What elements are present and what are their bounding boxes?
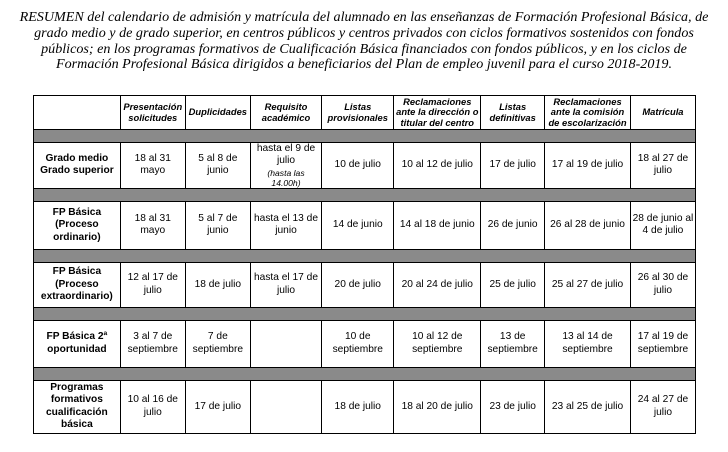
separator-row bbox=[34, 130, 696, 143]
table-cell: 23 al 25 de julio bbox=[545, 380, 631, 433]
header-cell-requisito: Requisito académico bbox=[250, 96, 321, 130]
table-cell: 18 de julio bbox=[322, 380, 394, 433]
table-cell: 10 de septiembre bbox=[322, 320, 394, 367]
table-cell bbox=[250, 380, 321, 433]
table-cell: 17 de julio bbox=[481, 143, 545, 189]
table-cell: 26 al 28 de junio bbox=[545, 201, 631, 249]
header-cell-reclamaciones-direccion: Reclamaciones ante la dirección o titular del centro bbox=[394, 96, 481, 130]
separator-row bbox=[34, 367, 696, 380]
admission-calendar-table bbox=[33, 95, 696, 434]
header-cell-listas-definitivas: Listas definitivas bbox=[481, 96, 545, 130]
header-cell-matricula: Matrícula bbox=[630, 96, 695, 130]
table-cell: 5 al 8 de junio bbox=[185, 143, 250, 189]
table-cell: 20 al 24 de julio bbox=[394, 262, 481, 307]
row-label: Grado medio Grado superior bbox=[34, 143, 121, 189]
separator-bar bbox=[34, 367, 696, 380]
table-cell: 26 de junio bbox=[481, 201, 545, 249]
table-row bbox=[34, 380, 696, 433]
separator-bar bbox=[34, 188, 696, 201]
table-cell: 3 al 7 de septiembre bbox=[120, 320, 185, 367]
table-cell: 5 al 7 de junio bbox=[185, 201, 250, 249]
table-row bbox=[34, 320, 696, 367]
table-cell: hasta el 13 de junio bbox=[250, 201, 321, 249]
separator-bar bbox=[34, 307, 696, 320]
table-cell: 13 de septiembre bbox=[481, 320, 545, 367]
separator-row bbox=[34, 188, 696, 201]
table-cell: 7 de septiembre bbox=[185, 320, 250, 367]
table-cell: 10 al 12 de julio bbox=[394, 143, 481, 189]
table-cell: 24 al 27 de julio bbox=[630, 380, 695, 433]
table-cell bbox=[250, 320, 321, 367]
table-cell: 18 al 31 mayo bbox=[120, 201, 185, 249]
separator-row bbox=[34, 307, 696, 320]
table-row bbox=[34, 143, 696, 189]
table-cell: 26 al 30 de julio bbox=[630, 262, 695, 307]
header-cell-listas-provisionales: Listas provisionales bbox=[322, 96, 394, 130]
table-cell: 18 al 20 de julio bbox=[394, 380, 481, 433]
separator-bar bbox=[34, 130, 696, 143]
table-cell: hasta el 17 de julio bbox=[250, 262, 321, 307]
row-label: FP Básica (Proceso ordinario) bbox=[34, 201, 121, 249]
table-cell-text: hasta el 9 de julio bbox=[256, 143, 316, 167]
table-row bbox=[34, 262, 696, 307]
table-cell: 18 de julio bbox=[185, 262, 250, 307]
header-cell-presentacion: Presentación solicitudes bbox=[120, 96, 185, 130]
table-cell: 12 al 17 de julio bbox=[120, 262, 185, 307]
table-cell: 10 al 16 de julio bbox=[120, 380, 185, 433]
row-label: FP Básica 2ª oportunidad bbox=[34, 320, 121, 367]
table-cell: 18 al 31 mayo bbox=[120, 143, 185, 189]
document-title: RESUMEN del calendario de admisión y matrícula del alumnado en las enseñanzas de Formación Profesional Básica, de grado medio y de grado superior, en centros públicos y centros privados con ciclos formativos sostenidos con fondos públicos; en los programas formativos de Cualificación Básica financiados con fondos públicos, y en los ciclos de Formación Profesional Básica dirigidos a beneficiarios del Plan de empleo juvenil para el curso 2018-2019. bbox=[19, 9, 709, 73]
row-label: Programas formativos cualificación básica bbox=[34, 380, 121, 433]
table-cell: 25 de julio bbox=[481, 262, 545, 307]
separator-bar bbox=[34, 249, 696, 262]
row-label: FP Básica (Proceso extraordinario) bbox=[34, 262, 121, 307]
table-cell: 10 al 12 de septiembre bbox=[394, 320, 481, 367]
table-cell: 28 de junio al 4 de julio bbox=[630, 201, 695, 249]
table-cell: 17 al 19 de julio bbox=[545, 143, 631, 189]
time-note: (hasta las 14.00h) bbox=[267, 167, 305, 188]
table-cell: 20 de julio bbox=[322, 262, 394, 307]
table-cell: 14 de junio bbox=[322, 201, 394, 249]
separator-row bbox=[34, 249, 696, 262]
table-cell: 17 de julio bbox=[185, 380, 250, 433]
table-row bbox=[34, 201, 696, 249]
table-cell: 17 al 19 de septiembre bbox=[630, 320, 695, 367]
header-cell-reclamaciones-comision: Reclamaciones ante la comisión de escolarización bbox=[545, 96, 631, 130]
table-cell: 13 al 14 de septiembre bbox=[545, 320, 631, 367]
header-row bbox=[34, 96, 696, 130]
table-cell: 10 de julio bbox=[322, 143, 394, 189]
table-cell-requisito bbox=[250, 143, 321, 189]
table-cell: 25 al 27 de julio bbox=[545, 262, 631, 307]
table-cell: 14 al 18 de junio bbox=[394, 201, 481, 249]
header-cell-empty bbox=[34, 96, 121, 130]
header-cell-duplicidades: Duplicidades bbox=[185, 96, 250, 130]
table-cell: 18 al 27 de julio bbox=[630, 143, 695, 189]
table-cell: 23 de julio bbox=[481, 380, 545, 433]
